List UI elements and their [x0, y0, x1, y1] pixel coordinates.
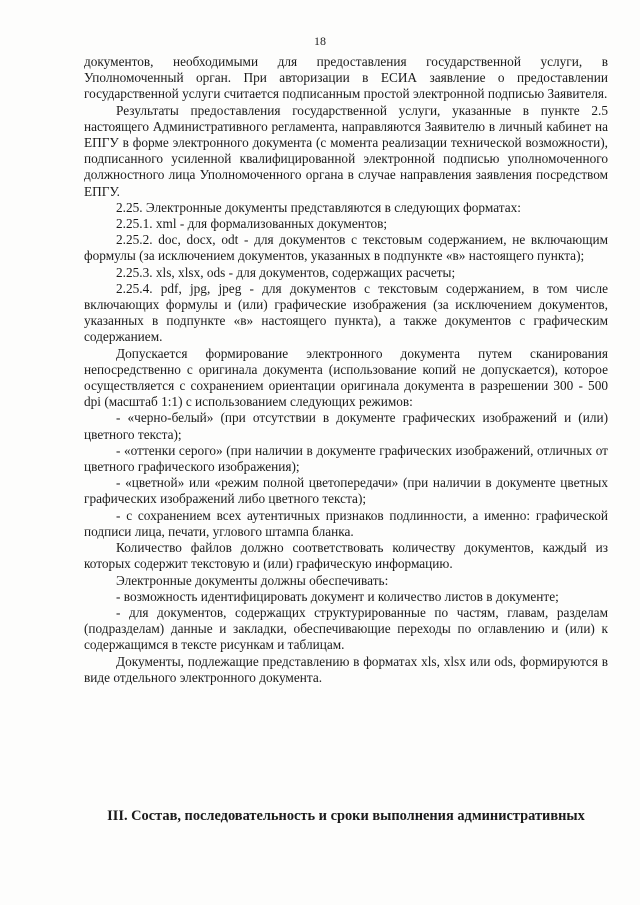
paragraph: 2.25.1. xml - для формализованных документов; — [116, 216, 388, 232]
paragraph: Количество файлов должно соответствовать количеству документов, каждый из которых содержит текстовую и (или) графическую информацию. — [84, 540, 608, 572]
paragraph: документов, необходимыми для предоставления государственной услуги, в Уполномоченный орган. При авторизации в ЕСИА заявление о предоставлении государственной услуги считается подписанным простой электронной подписью Заявителя. — [84, 54, 608, 102]
paragraph: 2.25. Электронные документы представляются в следующих форматах: — [116, 199, 521, 215]
section-heading: III. Состав, последовательность и сроки выполнения административных — [107, 808, 585, 824]
paragraph: - «черно-белый» (при отсутствии в документе графических изображений и (или) цветного текста); — [84, 410, 608, 442]
paragraph: - возможность идентифицировать документ и количество листов в документе; — [116, 588, 559, 604]
paragraph: 2.25.4. pdf, jpg, jpeg - для документов с текстовым содержанием, в том числе включающих формулы и (или) графические изображения (за исключением документов, указанных в подпункте «в» настоящего пункта), а также документов с графическим содержанием. — [84, 280, 608, 345]
paragraph: - «цветной» или «режим полной цветопередачи» (при наличии в документе цветных графических изображений либо цветного текста); — [84, 475, 608, 507]
paragraph: - с сохранением всех аутентичных признаков подлинности, а именно: графической подписи лица, печати, углового штампа бланка. — [84, 507, 608, 539]
paragraph: Результаты предоставления государственной услуги, указанные в пункте 2.5 настоящего Административного регламента, направляются Заявителю в личный кабинет на ЕПГУ в форме электронного документа (с момента реализации технической возможности), подписанного усиленной квалифицированной электронной подписью уполномоченного должностного лица Уполномоченного органа в случае направления заявления посредством ЕПГУ. — [84, 102, 608, 199]
paragraph: Электронные документы должны обеспечивать: — [116, 572, 389, 588]
paragraph: Допускается формирование электронного документа путем сканирования непосредственно с оригинала документа (использование копий не допускается), которое осуществляется с сохранением ориентации оригинала документа в разрешении 300 - 500 dpi (масштаб 1:1) с использованием следующих режимов: — [84, 345, 608, 410]
paragraph: Документы, подлежащие представлению в форматах xls, xlsx или ods, формируются в виде отдельного электронного документа. — [84, 653, 608, 685]
paragraph: 2.25.3. xls, xlsx, ods - для документов, содержащих расчеты; — [116, 264, 456, 280]
paragraph: 2.25.2. doc, docx, odt - для документов с текстовым содержанием, не включающим формулы (за исключением документов, указанных в подпункте «в» настоящего пункта); — [84, 232, 608, 264]
paragraph: - для документов, содержащих структурированные по частям, главам, разделам (подразделам) данные и закладки, обеспечивающие переходы по оглавлению и (или) к содержащимся в тексте рисункам и таблицам. — [84, 604, 608, 653]
document-body — [84, 54, 608, 686]
paragraph: - «оттенки серого» (при наличии в документе графических изображений, отличных от цветного графического изображения); — [84, 442, 608, 475]
page-number: 18 — [314, 34, 326, 48]
